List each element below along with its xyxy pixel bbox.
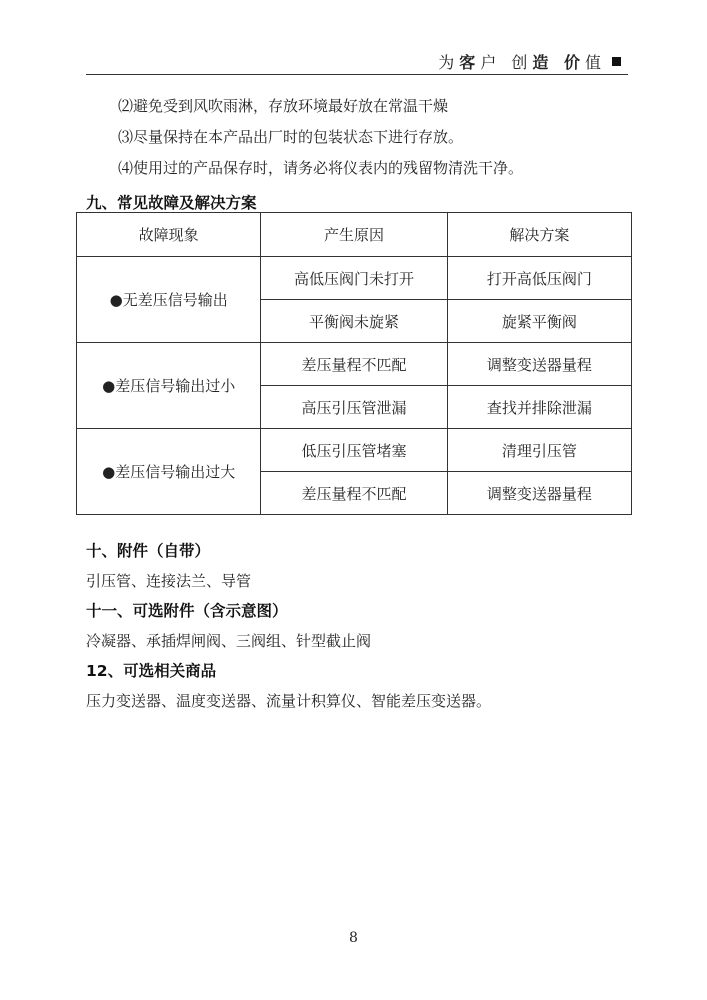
section-11-text: 冷凝器、承插焊闸阀、三阀组、针型截止阀	[86, 632, 372, 650]
solution-cell: 调整变送器量程	[447, 343, 631, 386]
fault-table	[76, 212, 632, 515]
symptom-cell: ●差压信号输出过小	[77, 343, 261, 429]
cause-cell: 高压引压管泄漏	[261, 386, 447, 429]
header-slogan-3: 户 创	[480, 52, 533, 72]
solution-cell: 调整变送器量程	[447, 472, 631, 515]
storage-item-2: ⑵避免受到风吹雨淋，存放环境最好放在常温干燥	[118, 97, 449, 115]
header-cause: 产生原因	[261, 213, 447, 257]
header-slogan-5: 值	[584, 52, 606, 72]
solution-cell: 旋紧平衡阀	[447, 300, 631, 343]
header-slogan-1: 为	[438, 52, 460, 72]
cause-cell: 高低压阀门未打开	[261, 257, 447, 300]
header-symptom: 故障现象	[77, 213, 261, 257]
storage-item-4: ⑷使用过的产品保存时，请务必将仪表内的残留物清洗干净。	[118, 159, 524, 177]
table-row	[77, 429, 632, 472]
storage-item-3: ⑶尽量保持在本产品出厂时的包装状态下进行存放。	[118, 128, 464, 146]
solution-cell: 打开高低压阀门	[447, 257, 631, 300]
page-number: 8	[349, 930, 358, 946]
header-slogan-2: 客	[459, 52, 481, 72]
cause-cell: 差压量程不匹配	[261, 343, 447, 386]
section-12-text: 压力变送器、温度变送器、流量计积算仪、智能差压变送器。	[86, 692, 492, 710]
table-row	[77, 343, 632, 386]
solution-cell: 清理引压管	[447, 429, 631, 472]
header-slogan-4: 造 价	[532, 52, 585, 72]
cause-cell: 低压引压管堵塞	[261, 429, 447, 472]
table-row	[77, 257, 632, 300]
solution-cell: 查找并排除泄漏	[447, 386, 631, 429]
section-10-text: 引压管、连接法兰、导管	[86, 572, 252, 590]
section-12-title: 12、可选相关商品	[86, 662, 217, 680]
section-10-title: 十、附件（自带）	[86, 542, 211, 560]
symptom-cell: ●差压信号输出过大	[77, 429, 261, 515]
section-11-title: 十一、可选附件（含示意图）	[86, 602, 288, 620]
symptom-cell: ●无差压信号输出	[77, 257, 261, 343]
header-solution: 解决方案	[447, 213, 631, 257]
cause-cell: 差压量程不匹配	[261, 472, 447, 515]
header-divider	[86, 74, 628, 75]
section-9-title: 九、常见故障及解决方案	[86, 194, 257, 212]
cause-cell: 平衡阀未旋紧	[261, 300, 447, 343]
square-bullet-icon	[612, 57, 621, 66]
page-header	[438, 50, 621, 72]
table-header-row	[77, 213, 632, 257]
